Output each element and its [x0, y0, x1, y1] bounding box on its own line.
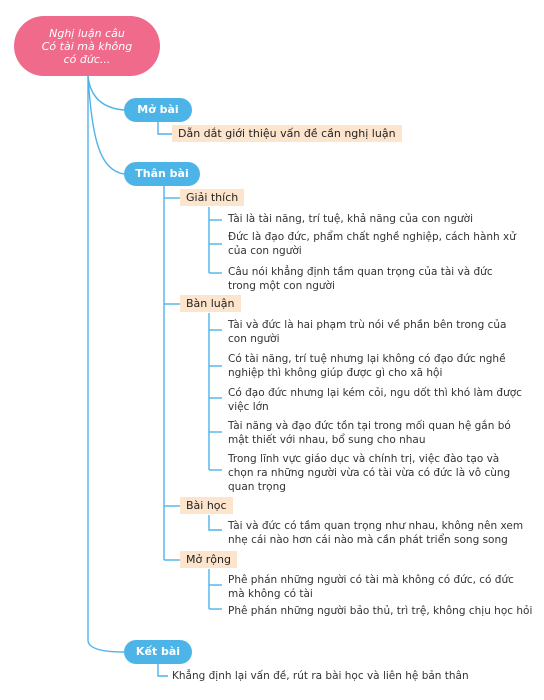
root-topic-line: Nghị luận câu: [49, 26, 125, 40]
subtopic-mo-rong[interactable]: Mở rộng: [180, 551, 237, 568]
section-mo-bai[interactable]: Mở bài: [124, 98, 192, 122]
mo-bai-leaf[interactable]: Dẫn dắt giới thiệu vấn đề cần nghị luận: [172, 125, 402, 142]
root-topic-line: có đức...: [63, 52, 111, 66]
ban-luan-item[interactable]: Tài năng và đạo đức tồn tại trong mối quan hệ gắn bó mật thiết với nhau, bổ sung cho nhau: [228, 420, 511, 446]
mo-rong-item[interactable]: Phê phán những người có tài mà không có đức, có đức mà không có tài: [228, 574, 514, 600]
bai-hoc-item[interactable]: Tài và đức có tầm quan trọng như nhau, không nên xem nhẹ cái nào hơn cái nào mà cần phát triển song song: [228, 520, 524, 546]
giai-thich-item[interactable]: Đức là đạo đức, phẩm chất nghề nghiệp, cách hành xử của con người: [228, 231, 516, 257]
giai-thich-item[interactable]: Câu nói khẳng định tầm quan trọng của tài và đức trong một con người: [228, 266, 493, 292]
root-topic[interactable]: [14, 16, 160, 76]
ban-luan-item[interactable]: Trong lĩnh vực giáo dục và chính trị, việc đào tạo và chọn ra những người vừa có tài vừa có đức là vô cùng quan trọng: [228, 453, 511, 493]
subtopic-giai-thich[interactable]: Giải thích: [180, 189, 244, 206]
ban-luan-item[interactable]: Tài và đức là hai phạm trù nói về phần bên trong của con người: [228, 319, 507, 345]
giai-thich-item[interactable]: Tài là tài năng, trí tuệ, khả năng của con người: [228, 213, 474, 225]
mo-rong-item[interactable]: Phê phán những người bảo thủ, trì trệ, không chịu học hỏi: [228, 605, 533, 617]
subtopic-bai-hoc[interactable]: Bài học: [180, 497, 233, 514]
subtopic-ban-luan[interactable]: Bàn luận: [180, 295, 241, 312]
section-than-bai[interactable]: Thân bài: [124, 162, 200, 186]
ban-luan-item[interactable]: Có tài năng, trí tuệ nhưng lại không có đạo đức nghề nghiệp thì không giúp được gì cho xã hội: [228, 353, 506, 379]
root-topic-line: Có tài mà không: [41, 39, 133, 53]
ket-bai-leaf[interactable]: Khẳng định lại vấn đề, rút ra bài học và liên hệ bản thân: [172, 670, 469, 682]
section-ket-bai[interactable]: Kết bài: [124, 640, 192, 664]
ban-luan-item[interactable]: Có đạo đức nhưng lại kém cỏi, ngu dốt thì khó làm được việc lớn: [228, 387, 522, 413]
